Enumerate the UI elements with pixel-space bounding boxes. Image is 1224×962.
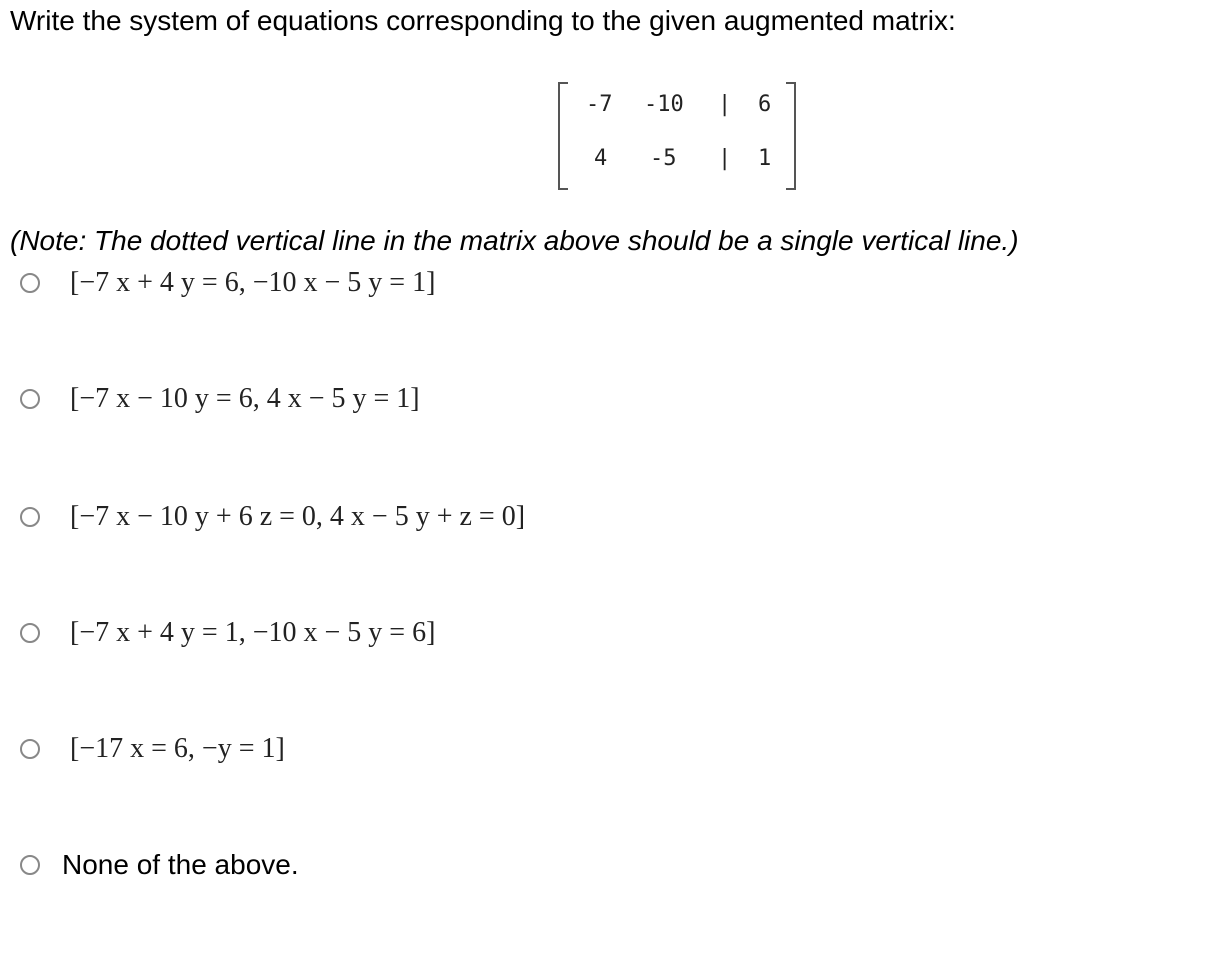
augmented-matrix xyxy=(558,82,798,188)
note-text: (Note: The dotted vertical line in the matrix above should be a single vertical line.) xyxy=(10,225,1019,256)
option-label: None of the above. xyxy=(62,849,299,880)
matrix-cell-r2c1: 4 xyxy=(594,146,608,171)
matrix-cell-r2c3: 1 xyxy=(758,146,772,171)
option-label: [−7 x − 10 y + 6 z = 0, 4 x − 5 y + z = 0] xyxy=(70,501,526,532)
option-4[interactable] xyxy=(20,616,435,650)
option-2[interactable] xyxy=(20,382,420,416)
option-6[interactable] xyxy=(20,848,299,882)
option-5[interactable] xyxy=(20,732,285,766)
radio-button[interactable] xyxy=(20,855,40,875)
matrix-left-bracket xyxy=(558,82,568,190)
option-label: [−7 x + 4 y = 6, −10 x − 5 y = 1] xyxy=(70,267,436,298)
matrix-cell-r2c2: -5 xyxy=(650,146,677,171)
matrix-right-bracket xyxy=(786,82,796,190)
matrix-cell-r1c2: -10 xyxy=(644,92,684,117)
radio-button[interactable] xyxy=(20,273,40,293)
matrix-separator-r2: | xyxy=(718,146,732,171)
radio-button[interactable] xyxy=(20,623,40,643)
matrix-cell-r1c1: -7 xyxy=(586,92,613,117)
option-3[interactable] xyxy=(20,500,525,534)
option-label: [−7 x − 10 y = 6, 4 x − 5 y = 1] xyxy=(70,383,420,414)
option-label: [−17 x = 6, −y = 1] xyxy=(70,733,285,764)
matrix-separator-r1: | xyxy=(718,92,732,117)
matrix-cell-r1c3: 6 xyxy=(758,92,772,117)
question-text: Write the system of equations corresponding to the given augmented matrix: xyxy=(10,5,956,36)
radio-button[interactable] xyxy=(20,389,40,409)
radio-button[interactable] xyxy=(20,507,40,527)
option-label: [−7 x + 4 y = 1, −10 x − 5 y = 6] xyxy=(70,617,436,648)
option-1[interactable] xyxy=(20,266,435,300)
radio-button[interactable] xyxy=(20,739,40,759)
